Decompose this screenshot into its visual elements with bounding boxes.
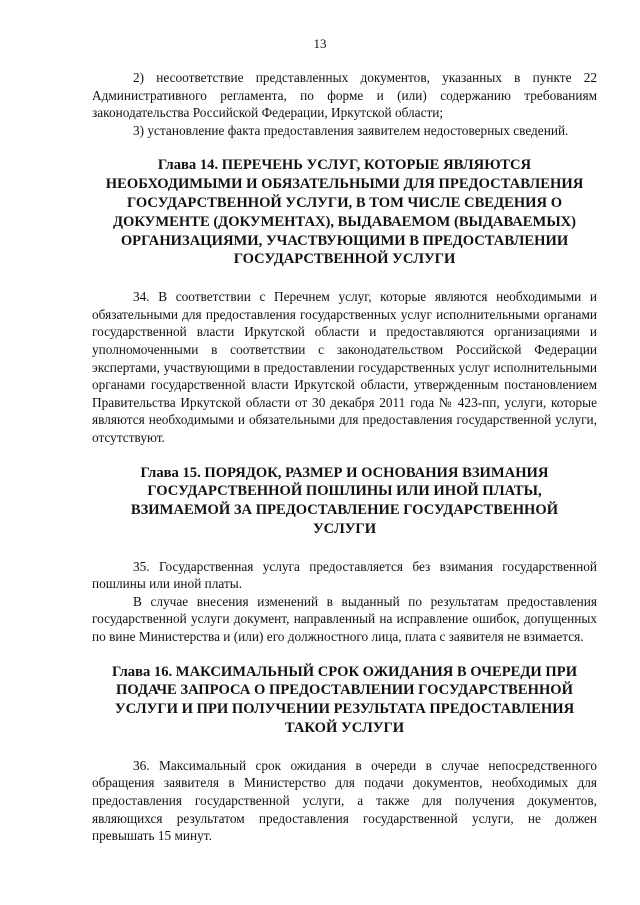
- paragraph-34: 34. В соответствии с Перечнем услуг, которые являются необходимыми и обязательными для предоставления государственных услуг исполнительными органами государственной власти Иркутской области и предоставляются организациями и уполномоченными в соответствии с законодательством Российской Федерации экспертами, участвующими в предоставлении государственных услуг исполнительными органами государственной власти Иркутской области, утвержденным постановлением Правительства Иркутской области от 30 декабря 2011 года № 423-пп, услуги, которые являются необходимыми и обязательными для предоставления государственной услуги, отсутствуют.: [92, 289, 597, 445]
- paragraph-item-2: 2) несоответствие представленных документов, указанных в пункте 22 Административного регламента, по форме и (или) содержанию требованиям законодательства Российской Федерации, Иркутской области;: [92, 70, 597, 121]
- paragraph-item-3: 3) установление факта предоставления заявителем недостоверных сведений.: [133, 122, 569, 138]
- chapter-14-heading: Глава 14. ПЕРЕЧЕНЬ УСЛУГ, КОТОРЫЕ ЯВЛЯЮТСЯ НЕОБХОДИМЫМИ И ОБЯЗАТЕЛЬНЫМИ ДЛЯ ПРЕДОСТАВЛЕНИЯ ГОСУДАРСТВЕННОЙ УСЛУГИ, В ТОМ ЧИСЛЕ СВЕДЕНИЯ О ДОКУМЕНТЕ (ДОКУМЕНТАХ), ВЫДАВАЕМОМ (ВЫДАВАЕМЫХ) ОРГАНИЗАЦИЯМИ, УЧАСТВУЮЩИМИ В ПРЕДОСТАВЛЕНИИ ГОСУДАРСТВЕННОЙ УСЛУГИ: [105, 157, 584, 268]
- paragraph-36: 36. Максимальный срок ожидания в очереди в случае непосредственного обращения заявителя в Министерство для подачи документов, необходимых для предоставления государственной услуги, а также для получения документов, являющихся результатом предоставления государственной услуги, не должен превышать 15 минут.: [92, 757, 597, 844]
- page-number: 13: [313, 36, 327, 51]
- chapter-15-heading: Глава 15. ПОРЯДОК, РАЗМЕР И ОСНОВАНИЯ ВЗИМАНИЯ ГОСУДАРСТВЕННОЙ ПОШЛИНЫ ИЛИ ИНОЙ ПЛАТЫ, ВЗИМАЕМОЙ ЗА ПРЕДОСТАВЛЕНИЕ ГОСУДАРСТВЕННОЙ УСЛУГИ: [130, 464, 559, 537]
- document-body: [92, 69, 597, 845]
- paragraph-35: 35. Государственная услуга предоставляется без взимания государственной пошлины или иной платы.: [92, 558, 597, 592]
- chapter-16-heading: Глава 16. МАКСИМАЛЬНЫЙ СРОК ОЖИДАНИЯ В ОЧЕРЕДИ ПРИ ПОДАЧЕ ЗАПРОСА О ПРЕДОСТАВЛЕНИИ ГОСУДАРСТВЕННОЙ УСЛУГИ И ПРИ ПОЛУЧЕНИИ РЕЗУЛЬТАТА ПРЕДОСТАВЛЕНИЯ ТАКОЙ УСЛУГИ: [111, 663, 578, 737]
- paragraph-35-continued: В случае внесения изменений в выданный по результатам предоставления государственной услуги документ, направленный на исправление ошибок, допущенных по вине Министерства и (или) его должностного лица, плата с заявителя не взимается.: [92, 593, 597, 645]
